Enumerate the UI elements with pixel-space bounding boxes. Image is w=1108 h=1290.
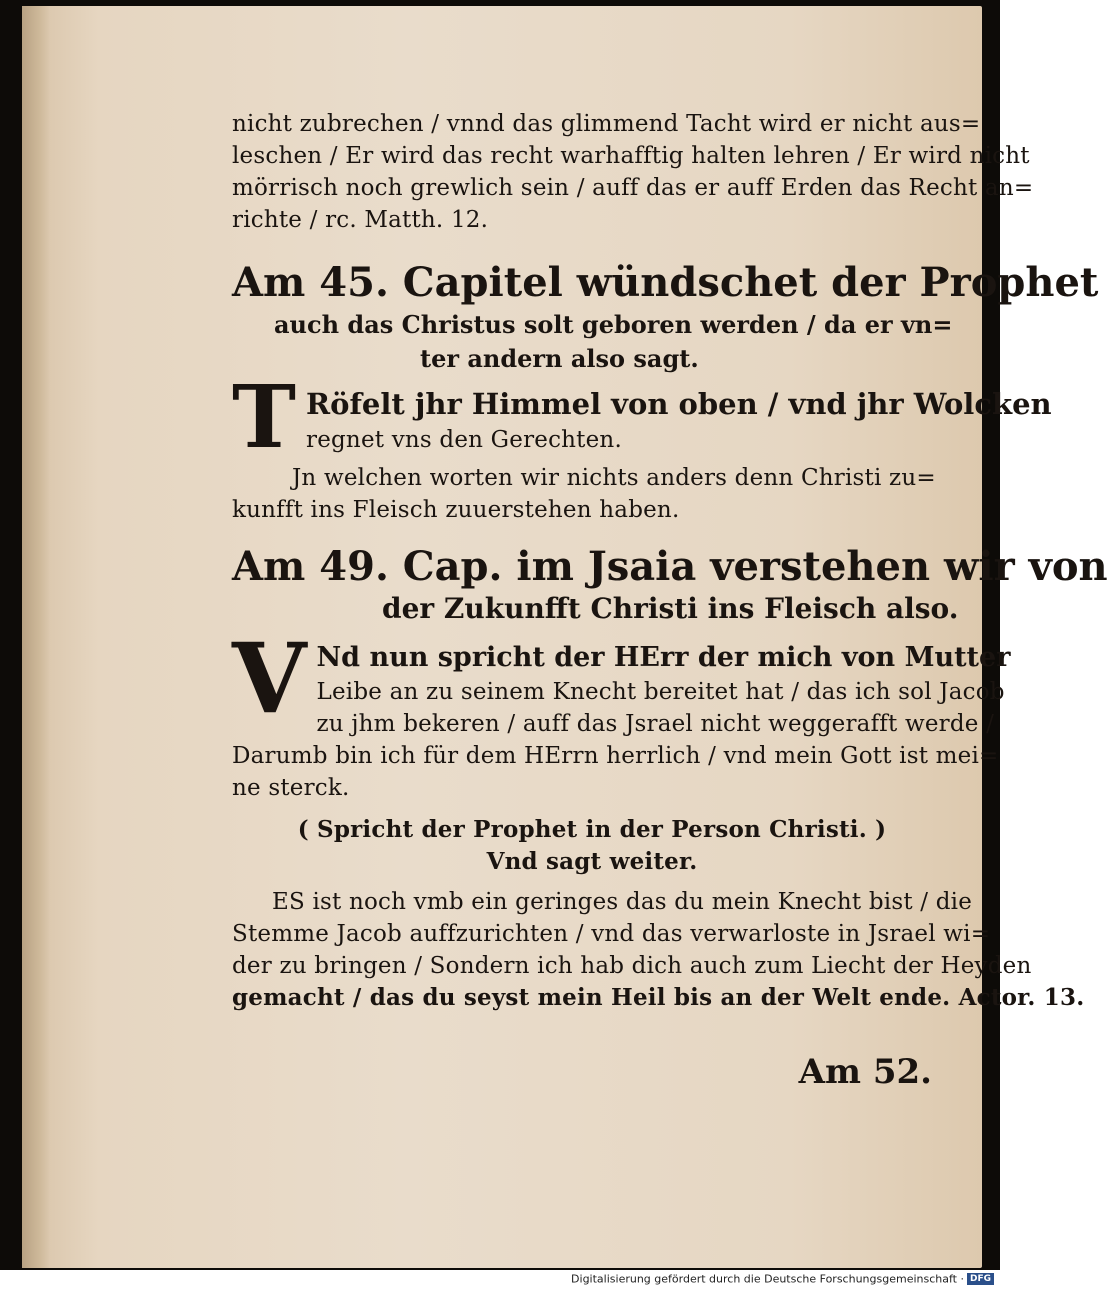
text-line: nicht zubrechen / vnnd das glimmend Tacht wird er nicht aus=	[232, 111, 981, 137]
footer-bar: Digitalisierung gefördert durch die Deutsche Forschungsgemeinschaft · DFG	[0, 1272, 1000, 1290]
drop-cap: T	[232, 367, 296, 468]
quote-1	[232, 367, 1052, 468]
heading-line: der Zukunfft Christi ins Fleisch also.	[382, 592, 959, 625]
text-line: mörrisch noch grewlich sein / auff das er auff Erden das Recht an=	[232, 175, 1034, 201]
text-line: Jn welchen worten wir nichts anders denn Christi zu=	[292, 465, 936, 491]
paragraph-1	[232, 108, 1034, 236]
text-line: gemacht / das du seyst mein Heil bis an der Welt ende. Actor. 13.	[232, 984, 1085, 1011]
text-line: ES ist noch vmb ein geringes das du mein Knecht bist / die	[272, 889, 973, 915]
quote-line: ne sterck.	[232, 775, 350, 801]
page-gutter	[22, 6, 50, 1268]
quote-line: Leibe an zu seinem Knecht bereitet hat / das ich sol Jacob	[316, 679, 1005, 705]
quote-line: regnet vns den Gerechten.	[306, 427, 622, 453]
quote-line: Nd nun spricht der HErr der mich von Mutter	[316, 642, 1011, 673]
heading-line: auch das Christus solt geboren werden / da er vn=	[274, 310, 953, 339]
quote-line: Darumb bin ich für dem HErrn herrlich / vnd mein Gott ist mei=	[232, 743, 999, 769]
text-line: richte / rc. Matth. 12.	[232, 207, 489, 233]
text-line: Stemme Jacob auffzurichten / vnd das verwarloste in Jsrael wi=	[232, 921, 991, 947]
quote-line: Röfelt jhr Himmel von oben / vnd jhr Wolcken	[306, 387, 1052, 421]
drop-cap: V	[232, 622, 307, 735]
text-line: der zu bringen / Sondern ich hab dich auch zum Liecht der Heyden	[232, 953, 1032, 979]
paragraph-2	[232, 462, 952, 526]
catchword: Am 52.	[798, 1052, 932, 1092]
quote-line: zu jhm bekeren / auff das Jsrael nicht weggerafft werde /	[316, 711, 995, 737]
dfg-logo: DFG	[967, 1273, 994, 1285]
funding-note: Digitalisierung gefördert durch die Deutsche Forschungsgemeinschaft	[571, 1272, 957, 1286]
paragraph-3	[232, 886, 1085, 1014]
heading-chapter-45	[232, 258, 1099, 376]
page-text	[232, 108, 1108, 1014]
quote-2	[232, 622, 1011, 740]
heading-line: Am 49. Cap. im Jsaia verstehen wir von	[232, 543, 1108, 590]
aside-note: ( Spricht der Prophet in der Person Christi. )	[297, 816, 887, 843]
text-line: kunfft ins Fleisch zuuerstehen haben.	[232, 497, 680, 523]
text-line: leschen / Er wird das recht warhafftig halten lehren / Er wird nicht	[232, 143, 1030, 169]
heading-line: ter andern also sagt.	[420, 344, 699, 373]
transition-line: Vnd sagt weiter.	[486, 848, 698, 875]
heading-chapter-49	[232, 542, 1108, 626]
heading-line: Am 45. Capitel wündschet der Prophet	[232, 259, 1099, 306]
